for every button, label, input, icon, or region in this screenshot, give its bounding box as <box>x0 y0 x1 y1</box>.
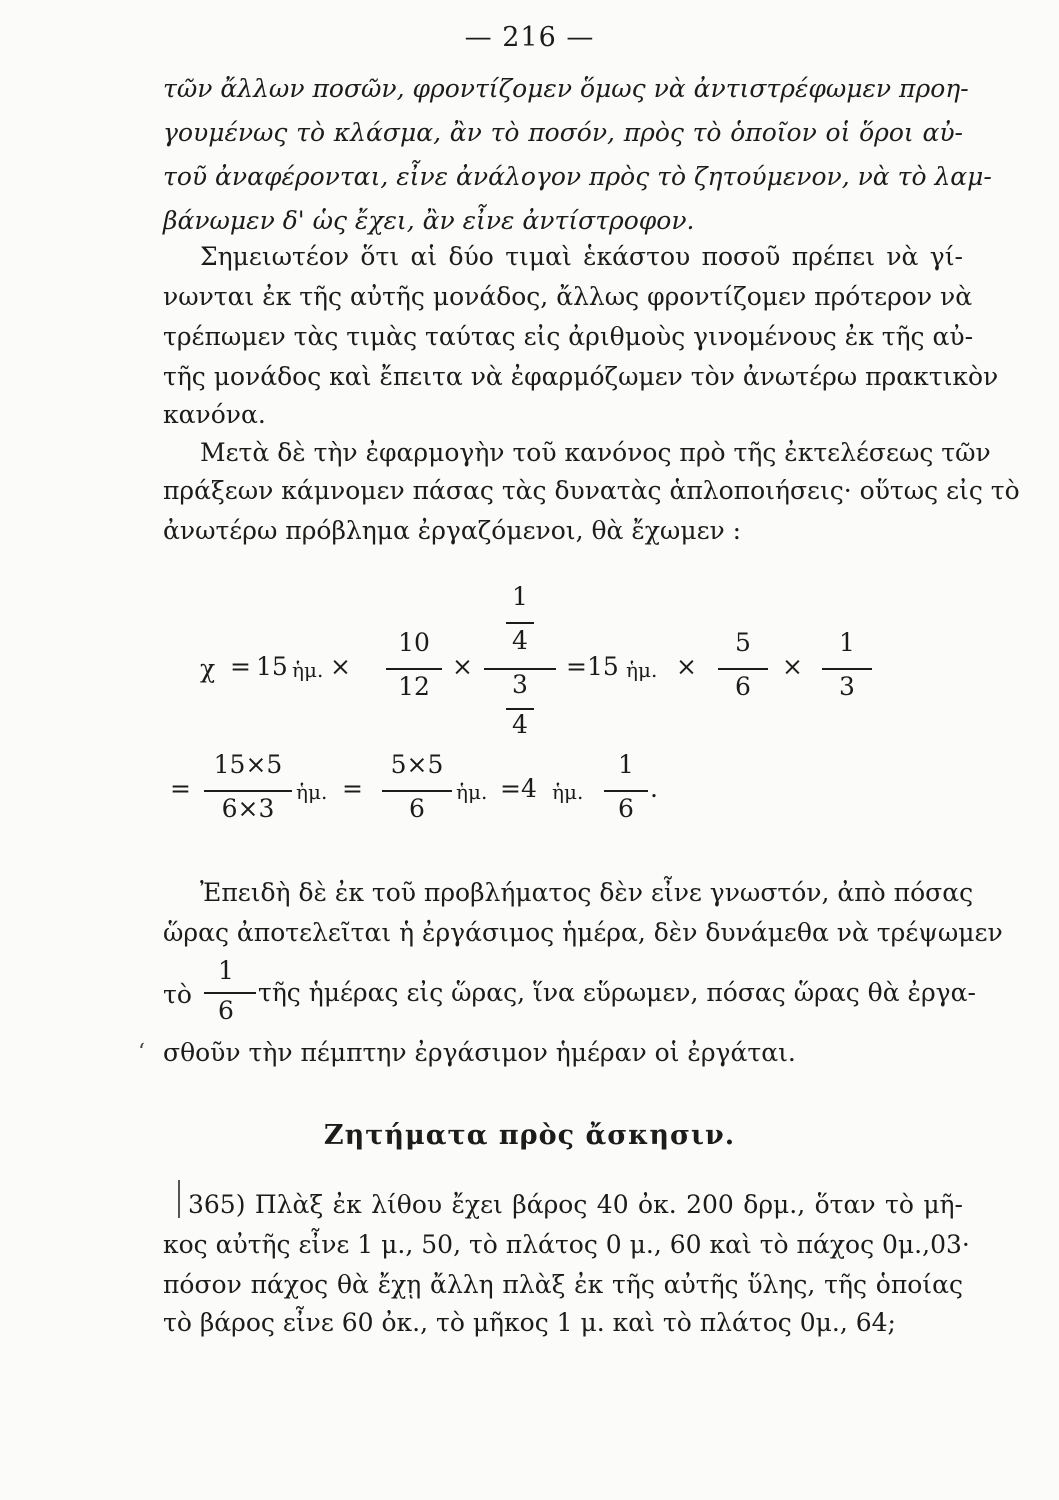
eq2-frac2-num: 5×5 <box>390 750 444 779</box>
eq1-equals-15: =15 <box>566 652 619 681</box>
exercise-line: 365) Πλὰξ ἐκ λίθου ἔχει βάρος 40 ὀκ. 200 δρμ., ὅταν τὸ μῆ- <box>188 1190 963 1219</box>
eq1-frac4-num: 1 <box>839 628 855 657</box>
exercise-line: πόσον πάχος θὰ ἔχῃ ἄλλη πλὰξ ἐκ τῆς αὐτῆς ὕλης, τῆς ὁποίας <box>163 1270 963 1299</box>
paragraph4-line: Ἐπειδὴ δὲ ἐκ τοῦ προβλήματος δὲν εἶνε γνωστόν, ἀπὸ πόσας <box>200 878 974 907</box>
eq1-equals: = <box>230 652 251 681</box>
eq1-frac3-den: 6 <box>735 672 751 701</box>
eq1-unit: ἡμ. <box>292 658 324 682</box>
exercise-line: κος αὐτῆς εἶνε 1 μ., 50, τὸ πλάτος 0 μ., 60 καὶ τὸ πάχος 0μ.,03· <box>163 1230 970 1259</box>
eq2-unit3: ἡμ. <box>552 780 584 804</box>
eq1-frac1-num: 10 <box>398 628 430 657</box>
paragraph4-prefix: τὸ <box>163 980 192 1009</box>
paragraph1-line: τῶν ἄλλων ποσῶν, φροντίζομεν ὅμως νὰ ἀντιστρέφωμεν προη- <box>163 74 969 103</box>
paragraph2-line: τρέπωμεν τὰς τιμὰς ταύτας εἰς ἀριθμοὺς γινομένους ἐκ τῆς αὐ- <box>163 322 974 351</box>
paragraph2-line: κανόνα. <box>163 400 266 429</box>
eq1-lhs: χ <box>200 654 216 683</box>
eq2-frac3-num: 1 <box>618 750 634 779</box>
paragraph2-line: Σημειωτέον ὅτι αἱ δύο τιμαὶ ἑκάστου ποσοῦ πρέπει νὰ γί- <box>200 242 963 271</box>
eq1-frac2-mid: 3 <box>512 670 528 699</box>
eq2-equals-4: =4 <box>500 774 537 803</box>
eq1-frac3-num: 5 <box>735 628 751 657</box>
eq1-times: × <box>330 652 351 681</box>
eq2-end-period: . <box>650 774 658 803</box>
eq2-frac1-bar <box>204 790 292 792</box>
eq1-times: × <box>452 652 473 681</box>
paragraph3-line: Μετὰ δὲ τὴν ἐφαρμογὴν τοῦ κανόνος πρὸ τῆς ἐκτελέσεως τῶν <box>200 438 991 467</box>
eq1-frac2-top-bar <box>506 622 534 624</box>
margin-mark: ‘ <box>138 1040 145 1065</box>
eq1-frac2-top: 1 <box>512 582 528 611</box>
page-number: — 216 — <box>464 22 595 53</box>
eq2-unit1: ἡμ. <box>296 780 328 804</box>
paragraph3-line: ἀνωτέρω πρόβλημα ἐργαζόμενοι, θὰ ἔχωμεν : <box>163 516 742 545</box>
eq1-frac2-top-den: 4 <box>512 626 528 655</box>
eq1-frac3-bar <box>718 668 768 670</box>
eq2-frac3-bar <box>604 790 648 792</box>
paragraph4-line: ὥρας ἀποτελεῖται ἡ ἐργάσιμος ἡμέρα, δὲν δυνάμεθα νὰ τρέψωμεν <box>163 918 1003 947</box>
eq1-frac4-den: 3 <box>839 672 855 701</box>
eq1-times: × <box>782 652 803 681</box>
eq1-unit2: ἡμ. <box>626 658 658 682</box>
paragraph1-line: τοῦ ἀναφέρονται, εἶνε ἀνάλογον πρὸς τὸ ζητούμενον, νὰ τὸ λαμ- <box>163 162 992 191</box>
eq1-times: × <box>676 652 697 681</box>
paragraph3-line: πράξεων κάμνομεν πάσας τὰς δυνατὰς ἁπλοποιήσεις· οὕτως εἰς τὸ <box>163 476 1020 505</box>
eq1-frac4-bar <box>822 668 872 670</box>
eq1-frac2-bot: 4 <box>512 710 528 739</box>
exercises-heading: Ζητήματα πρὸς ἄσκησιν. <box>323 1120 736 1151</box>
eq2-frac2-bar <box>382 790 452 792</box>
eq1-term1: 15 <box>256 652 288 681</box>
eq2-frac2-den: 6 <box>409 794 425 823</box>
eq2-equals: = <box>170 774 191 803</box>
eq2-equals: = <box>342 774 363 803</box>
eq2-frac1-num: 15×5 <box>213 750 283 779</box>
eq2-frac3-den: 6 <box>618 794 634 823</box>
eq1-frac1-bar <box>386 668 442 670</box>
margin-pencil-mark <box>178 1180 180 1218</box>
paragraph1-line: βάνωμεν δ' ὡς ἔχει, ἂν εἶνε ἀντίστροφον. <box>163 206 695 235</box>
paragraph1-line: γουμένως τὸ κλάσμα, ἂν τὸ ποσόν, πρὸς τὸ ὁποῖον οἱ ὅροι αὐ- <box>163 118 963 147</box>
exercise-line: τὸ βάρος εἶνε 60 ὀκ., τὸ μῆκος 1 μ. καὶ τὸ πλάτος 0μ., 64; <box>163 1308 896 1337</box>
paragraph2-line: τῆς μονάδος καὶ ἔπειτα νὰ ἐφαρμόζωμεν τὸν ἀνωτέρω πρακτικὸν <box>163 362 999 391</box>
paragraph4-frac-bar <box>204 992 256 994</box>
paragraph4-frac-num: 1 <box>218 956 234 985</box>
eq2-unit2: ἡμ. <box>456 780 488 804</box>
paragraph4-line: σθοῦν τὴν πέμπτην ἐργάσιμον ἡμέραν οἱ ἐργάται. <box>163 1038 796 1067</box>
paragraph2-line: νωνται ἐκ τῆς αὐτῆς μονάδος, ἄλλως φροντίζομεν πρότερον νὰ <box>163 282 973 311</box>
eq1-frac1-den: 12 <box>398 672 430 701</box>
eq2-frac1-den: 6×3 <box>221 794 275 823</box>
paragraph4-frac-den: 6 <box>218 996 234 1025</box>
paragraph4-line: τῆς ἡμέρας εἰς ὥρας, ἵνα εὕρωμεν, πόσας ὥρας θὰ ἐργα- <box>258 978 976 1007</box>
